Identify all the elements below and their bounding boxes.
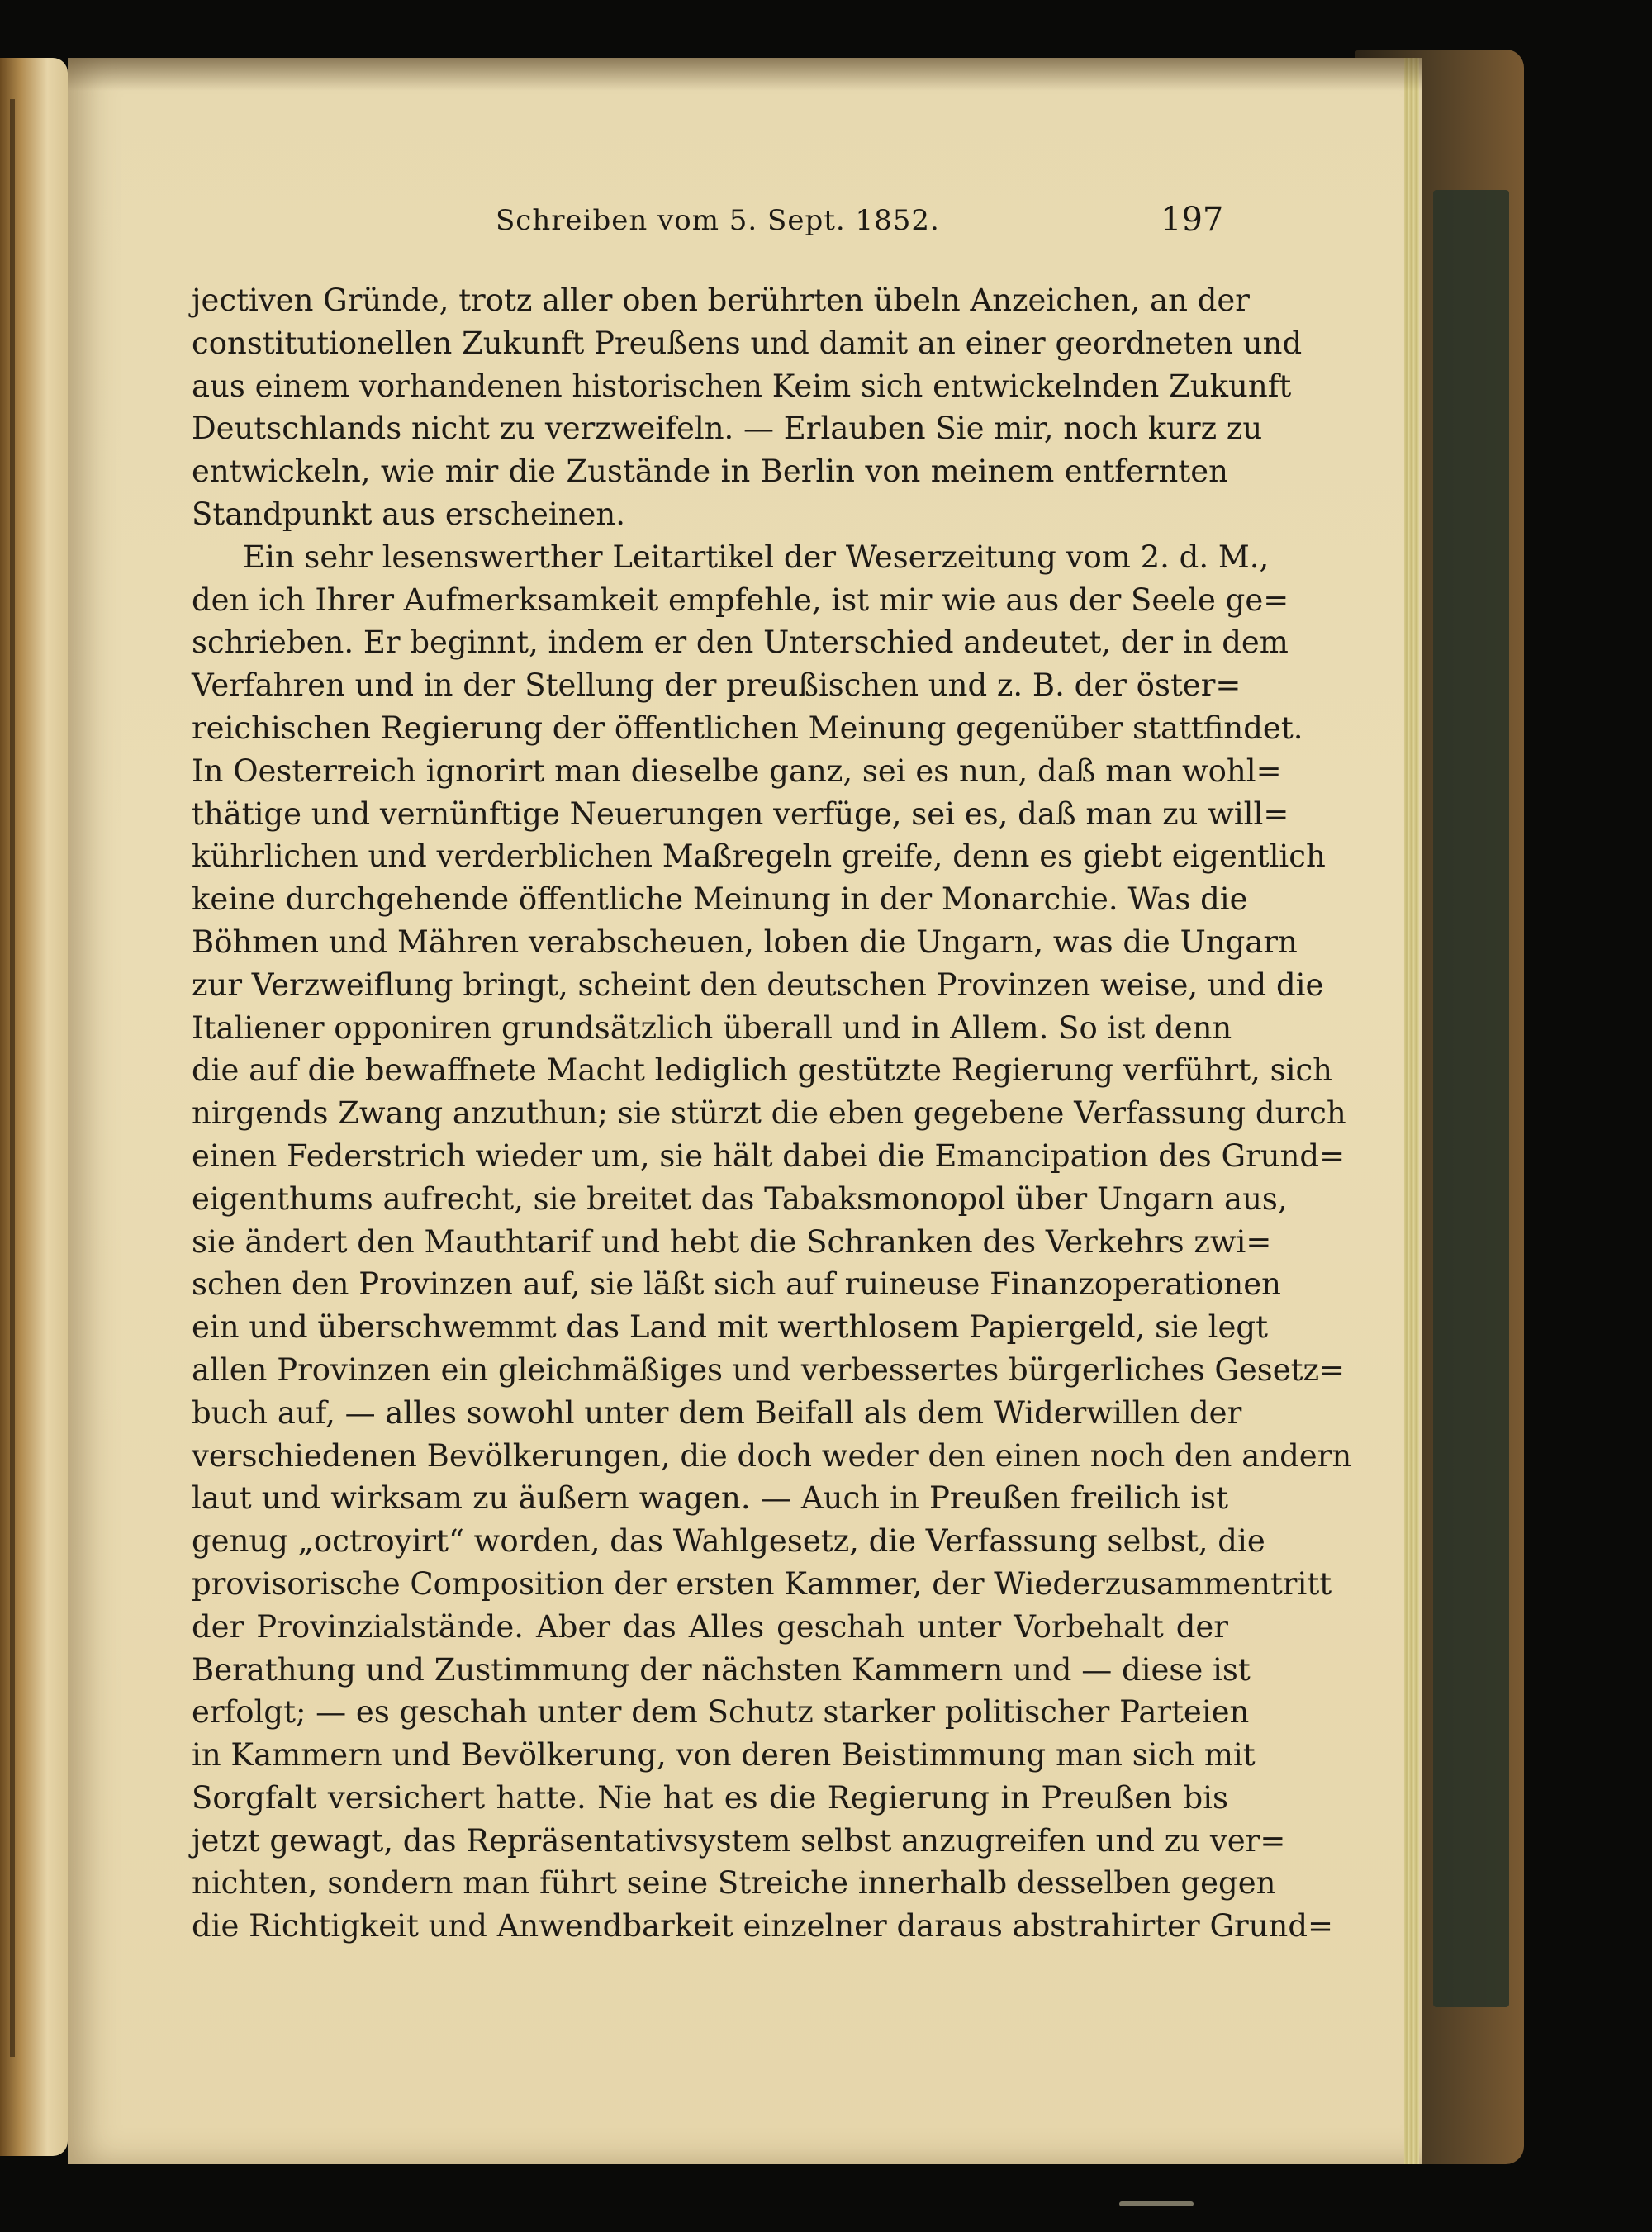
page-stack-edge [1404, 58, 1419, 2164]
text-line: Deutschlands nicht zu verzweifeln. — Erlauben Sie mir, noch kurz zu [192, 411, 1263, 447]
text-line: sie ändert den Mauthtarif und hebt die Schranken des Verkehrs zwi= [192, 1223, 1272, 1260]
footer-smudge [1119, 2201, 1194, 2206]
text-line: Sorgfalt versichert hatte. Nie hat es die Regierung in Preußen bis [192, 1779, 1228, 1816]
text-line: keine durchgehende öffentliche Meinung in der Monarchie. Was die [192, 881, 1248, 918]
text-line: Italiener opponiren grundsätzlich überall und in Allem. So ist denn [192, 1009, 1232, 1046]
text-line: eigenthums aufrecht, sie breitet das Tabaksmonopol über Ungarn aus, [192, 1180, 1288, 1217]
text-line: Berathung und Zustimmung der nächsten Kammern und — diese ist [192, 1651, 1251, 1688]
text-line: genug „octroyirt“ worden, das Wahlgesetz, die Verfassung selbst, die [192, 1523, 1265, 1560]
text-line: ein und überschwemmt das Land mit werthlosem Papiergeld, sie legt [192, 1309, 1268, 1346]
text-line: thätige und vernünftige Neuerungen verfüge, sei es, daß man zu will= [192, 795, 1289, 832]
text-line: verschiedenen Bevölkerungen, die doch weder den einen noch den andern [192, 1437, 1352, 1474]
text-line: kührlichen und verderblichen Maßregeln greife, denn es giebt eigentlich [192, 838, 1326, 875]
text-line: in Kammern und Bevölkerung, von deren Beistimmung man sich mit [192, 1737, 1256, 1774]
text-line: die Richtigkeit und Anwendbarkeit einzelner daraus abstrahirter Grund= [192, 1908, 1334, 1945]
text-line: der Provinzialstände. Aber das Alles geschah unter Vorbehalt der [192, 1608, 1228, 1645]
body-text [192, 279, 1352, 1948]
text-line: nichten, sondern man führt seine Streiche innerhalb desselben gegen [192, 1865, 1276, 1902]
running-title: Schreiben vom 5. Sept. 1852. [496, 204, 940, 237]
text-line: die auf die bewaffnete Macht lediglich gestützte Regierung verführt, sich [192, 1052, 1332, 1089]
text-line: den ich Ihrer Aufmerksamkeit empfehle, ist mir wie aus der Seele ge= [192, 582, 1289, 618]
text-line: zur Verzweiflung bringt, scheint den deutschen Provinzen weise, und die [192, 966, 1324, 1003]
text-line: erfolgt; — es geschah unter dem Schutz starker politischer Parteien [192, 1694, 1250, 1731]
text-line: aus einem vorhandenen historischen Keim sich entwickelnden Zukunft [192, 368, 1292, 404]
book-cover-cloth [1433, 190, 1509, 2007]
text-line: laut und wirksam zu äußern wagen. — Auch in Preußen freilich ist [192, 1480, 1228, 1517]
text-line: Standpunkt aus erscheinen. [192, 496, 625, 532]
text-line: jectiven Gründe, trotz aller oben berührten übeln Anzeichen, an der [192, 283, 1250, 318]
page-shadow [68, 58, 1422, 91]
text-line: reichischen Regierung der öffentlichen Meinung gegenüber stattfindet. [192, 710, 1303, 746]
text-line: Verfahren und in der Stellung der preußischen und z. B. der öster= [192, 667, 1241, 704]
text-line: entwickeln, wie mir die Zustände in Berlin von meinem entfernten [192, 454, 1228, 490]
text-line: jetzt gewagt, das Repräsentativsystem selbst anzugreifen und zu ver= [192, 1822, 1286, 1859]
text-line: allen Provinzen ein gleichmäßiges und verbessertes bürgerliches Gesetz= [192, 1351, 1346, 1388]
text-line: Ein sehr lesenswerther Leitartikel der Weserzeitung vom 2. d. M., [243, 539, 1270, 575]
text-line: Böhmen und Mähren verabscheuen, loben die Ungarn, was die Ungarn [192, 924, 1298, 960]
page-number: 197 [1161, 201, 1224, 239]
text-line: In Oesterreich ignorirt man dieselbe ganz, sei es nun, daß man wohl= [192, 753, 1282, 789]
text-line: einen Federstrich wieder um, sie hält dabei die Emancipation des Grund= [192, 1137, 1346, 1174]
text-line: buch auf, — alles sowohl unter dem Beifall als dem Widerwillen der [192, 1394, 1242, 1431]
text-line: schen den Provinzen auf, sie läßt sich auf ruineuse Finanzoperationen [192, 1266, 1281, 1303]
text-line: nirgends Zwang anzuthun; sie stürzt die eben gegebene Verfassung durch [192, 1095, 1346, 1132]
previous-page-binding [10, 99, 15, 2057]
page-header [0, 201, 1652, 254]
text-line: provisorische Composition der ersten Kammer, der Wiederzusammentritt [192, 1565, 1332, 1602]
text-line: constitutionellen Zukunft Preußens und damit an einer geordneten und [192, 325, 1303, 361]
text-line: schrieben. Er beginnt, indem er den Unterschied andeutet, der in dem [192, 624, 1289, 661]
